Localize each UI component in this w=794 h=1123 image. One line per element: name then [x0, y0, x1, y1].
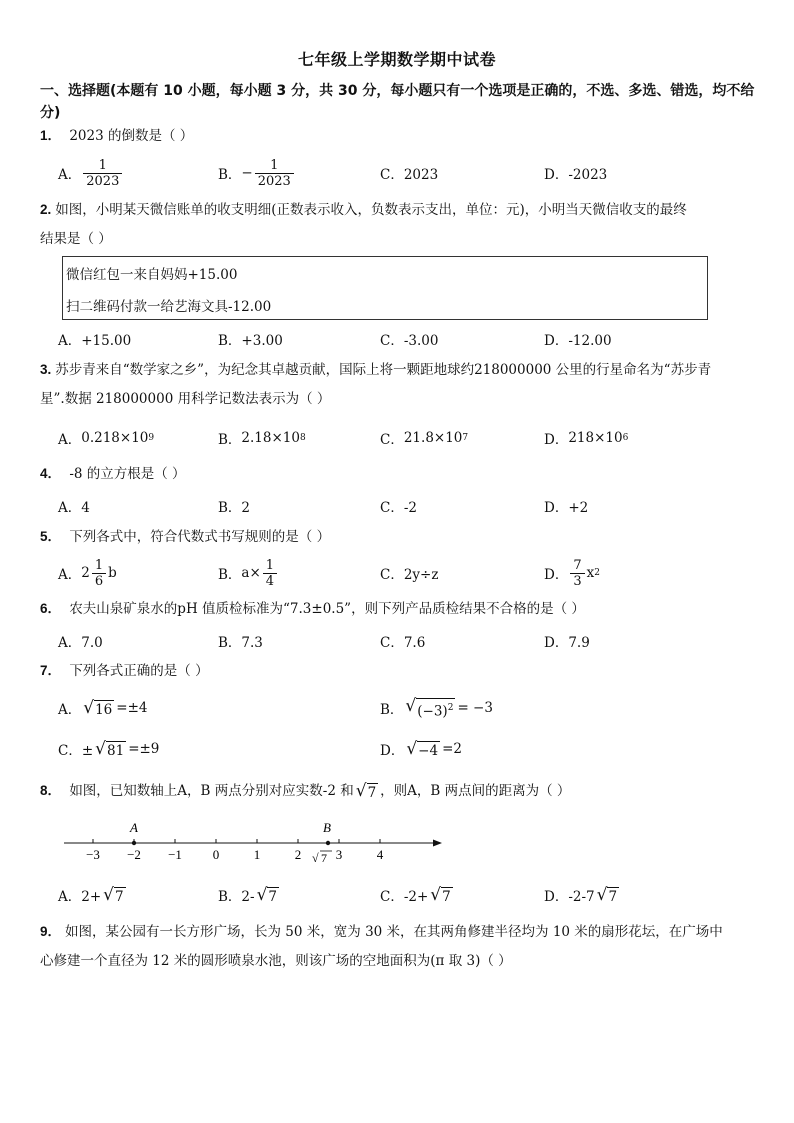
option-d[interactable]: D．-12.00	[544, 333, 612, 349]
question-7-options-row1	[58, 693, 758, 723]
question-2	[40, 195, 762, 254]
square-root: √ 7	[256, 884, 278, 905]
fraction: $\frac{1}{4}$	[263, 558, 277, 589]
fraction: $\frac{1}{6}$	[92, 558, 106, 589]
number-line-figure	[58, 815, 448, 871]
option-b[interactable]: B． √ $(-3)^2$ = −3	[380, 695, 493, 720]
question-text-line2: 结果是（ ）	[40, 231, 112, 247]
square-root: √ 16	[83, 697, 113, 718]
arrow-icon	[433, 840, 442, 847]
tick-label: −3	[86, 847, 100, 862]
question-6	[40, 594, 762, 624]
point-b-label: B	[323, 820, 331, 835]
option-c[interactable]: C． 21.8×10 7	[380, 430, 469, 448]
point-a-label: A	[130, 820, 138, 835]
question-number: 5．	[40, 529, 62, 544]
option-b[interactable]: B． a× $\frac{1}{4}$	[218, 558, 279, 588]
question-text-line2: 星”.数据 218000000 用科学记数法表示为（ ）	[40, 391, 331, 407]
question-number: 1．	[40, 128, 62, 143]
tick-label: 0	[212, 847, 220, 862]
point-a-dot	[132, 841, 136, 845]
option-c[interactable]: C．2y÷z	[380, 567, 439, 583]
option-a[interactable]: A．4	[58, 500, 90, 516]
question-4-options	[58, 491, 758, 521]
option-b[interactable]: B．2- √ 7	[218, 884, 278, 905]
question-number: 3.	[40, 362, 52, 377]
tick-label: 1	[253, 847, 261, 862]
option-a[interactable]: A．2+ √ 7	[58, 884, 124, 905]
question-number: 7．	[40, 663, 62, 678]
square-root: √ $(-3)^2$	[405, 695, 454, 720]
question-2-options	[58, 324, 758, 354]
option-d[interactable]: D． √ −4 =2	[380, 738, 462, 759]
option-c[interactable]: C．± √ 81 =±9	[58, 738, 160, 759]
tick-label: 3	[335, 847, 343, 862]
option-a[interactable]: A． √ 16 =±4	[58, 697, 148, 718]
question-number: 4．	[40, 466, 62, 481]
question-7	[40, 656, 762, 686]
question-text-line2: 心修建一个直径为 12 米的圆形喷泉水池，则该广场的空地面积为(π 取 3)（ ）	[40, 953, 512, 969]
question-text: -8 的立方根是（ ）	[69, 466, 186, 482]
question-5-options	[58, 558, 758, 588]
page-title: 七年级上学期数学期中试卷	[297, 50, 496, 69]
question-6-options	[58, 626, 758, 656]
option-c[interactable]: C．7.6	[380, 635, 426, 651]
square-root: √ 7	[355, 781, 377, 801]
question-text: 下列各式中，符合代数式书写规则的是（ ）	[69, 529, 331, 545]
fraction: $\frac{1}{2023}$	[255, 158, 294, 189]
bill-entry-expense: 扫二维码付款一给艺海文具-12.00	[66, 299, 272, 315]
question-8: 8． 如图，已知数轴上A，B 两点分别对应实数-2 和 √ 7 ，则A，B 两点间的距离为（ ）	[40, 781, 571, 801]
option-b[interactable]: B． − $\frac{1}{2023}$	[218, 158, 296, 188]
option-d[interactable]: D．-2023	[544, 167, 608, 183]
question-number: 9．	[40, 924, 62, 939]
square-root: √ 7	[596, 884, 618, 905]
square-root: √ 7	[430, 884, 451, 905]
question-text: 如图，已知数轴上A，B 两点分别对应实数-2 和	[69, 783, 354, 799]
option-b[interactable]: B．7.3	[218, 635, 263, 651]
question-number: 6．	[40, 601, 62, 616]
tick-label: −1	[168, 847, 182, 862]
option-d[interactable]: D． $\frac{7}{3}$ x 2	[544, 557, 600, 589]
option-d[interactable]: D． 218×10 6	[544, 430, 629, 448]
wechat-bill-box	[62, 256, 708, 320]
question-4	[40, 459, 762, 489]
question-7-options-row2	[58, 734, 758, 764]
option-b[interactable]: B． 2.18×10 8	[218, 430, 306, 448]
question-number: 8．	[40, 783, 62, 798]
question-text: 下列各式正确的是（ ）	[69, 663, 209, 679]
square-root: √ 81	[95, 738, 125, 759]
square-root: √ 7	[103, 884, 124, 905]
tick-marks	[86, 839, 384, 862]
option-b[interactable]: B．2	[218, 500, 251, 516]
option-d[interactable]: D．7.9	[544, 635, 590, 651]
question-text: 如图，某公园有一长方形广场，长为 50 米，宽为 30 米，在其两角修建半径均为 10 米的扇形花坛，在广场中	[65, 924, 723, 940]
question-3-options	[58, 423, 758, 453]
option-c[interactable]: C．2023	[380, 167, 439, 183]
bill-entry-income: 微信红包一来自妈妈+15.00	[66, 267, 238, 283]
fraction: $\frac{7}{3}$	[570, 558, 584, 589]
option-a[interactable]: A．7.0	[58, 635, 103, 651]
option-d[interactable]: D．+2	[544, 500, 589, 516]
tick-label: −2	[127, 847, 141, 862]
option-a[interactable]: A． $\frac{1}{2023}$	[58, 158, 124, 188]
square-root: √ −4	[406, 738, 439, 759]
question-1	[40, 121, 762, 151]
section-heading: 一、选择题(本题有 10 小题，每小题 3 分，共 30 分，每小题只有一个选项是正确的，不选、多选、错选，均不给分)	[40, 83, 755, 121]
question-8-options	[58, 880, 758, 910]
option-d[interactable]: D．-2-7 √ 7	[544, 884, 618, 905]
question-1-options	[58, 158, 758, 188]
question-text: 苏步青来自“数学家之乡”，为纪念其卓越贡献，国际上将一颗距地球约218000000 公里的行星命名为“苏步青	[55, 362, 712, 378]
option-a[interactable]: A． 2 $\frac{1}{6}$ b	[58, 557, 117, 589]
sqrt7-label: 7	[321, 851, 327, 865]
question-text: 如图，小明某天微信账单的收支明细(正数表示收入，负数表示支出，单位：元)，小明当天微信收支的最终	[55, 202, 687, 218]
question-3	[40, 355, 762, 414]
question-number: 2.	[40, 202, 52, 217]
option-c[interactable]: C．-3.00	[380, 333, 439, 349]
fraction: $\frac{1}{2023}$	[83, 158, 122, 189]
point-b-dot	[326, 841, 330, 845]
option-c[interactable]: C．-2	[380, 500, 417, 516]
option-b[interactable]: B．+3.00	[218, 333, 283, 349]
option-c[interactable]: C．-2+ √ 7	[380, 884, 451, 905]
question-9	[40, 917, 762, 976]
question-5	[40, 522, 762, 552]
tick-label: 2	[294, 847, 302, 862]
tick-label: 4	[376, 847, 384, 862]
question-text: 农夫山泉矿泉水的pH 值质检标准为“7.3±0.5”，则下列产品质检结果不合格的是（ ）	[69, 601, 585, 617]
question-text: 2023 的倒数是（ ）	[69, 128, 194, 144]
sqrt7-radical: √	[312, 851, 319, 865]
option-a[interactable]: A．+15.00	[58, 333, 132, 349]
option-a[interactable]: A． 0.218×10 9	[58, 430, 155, 448]
